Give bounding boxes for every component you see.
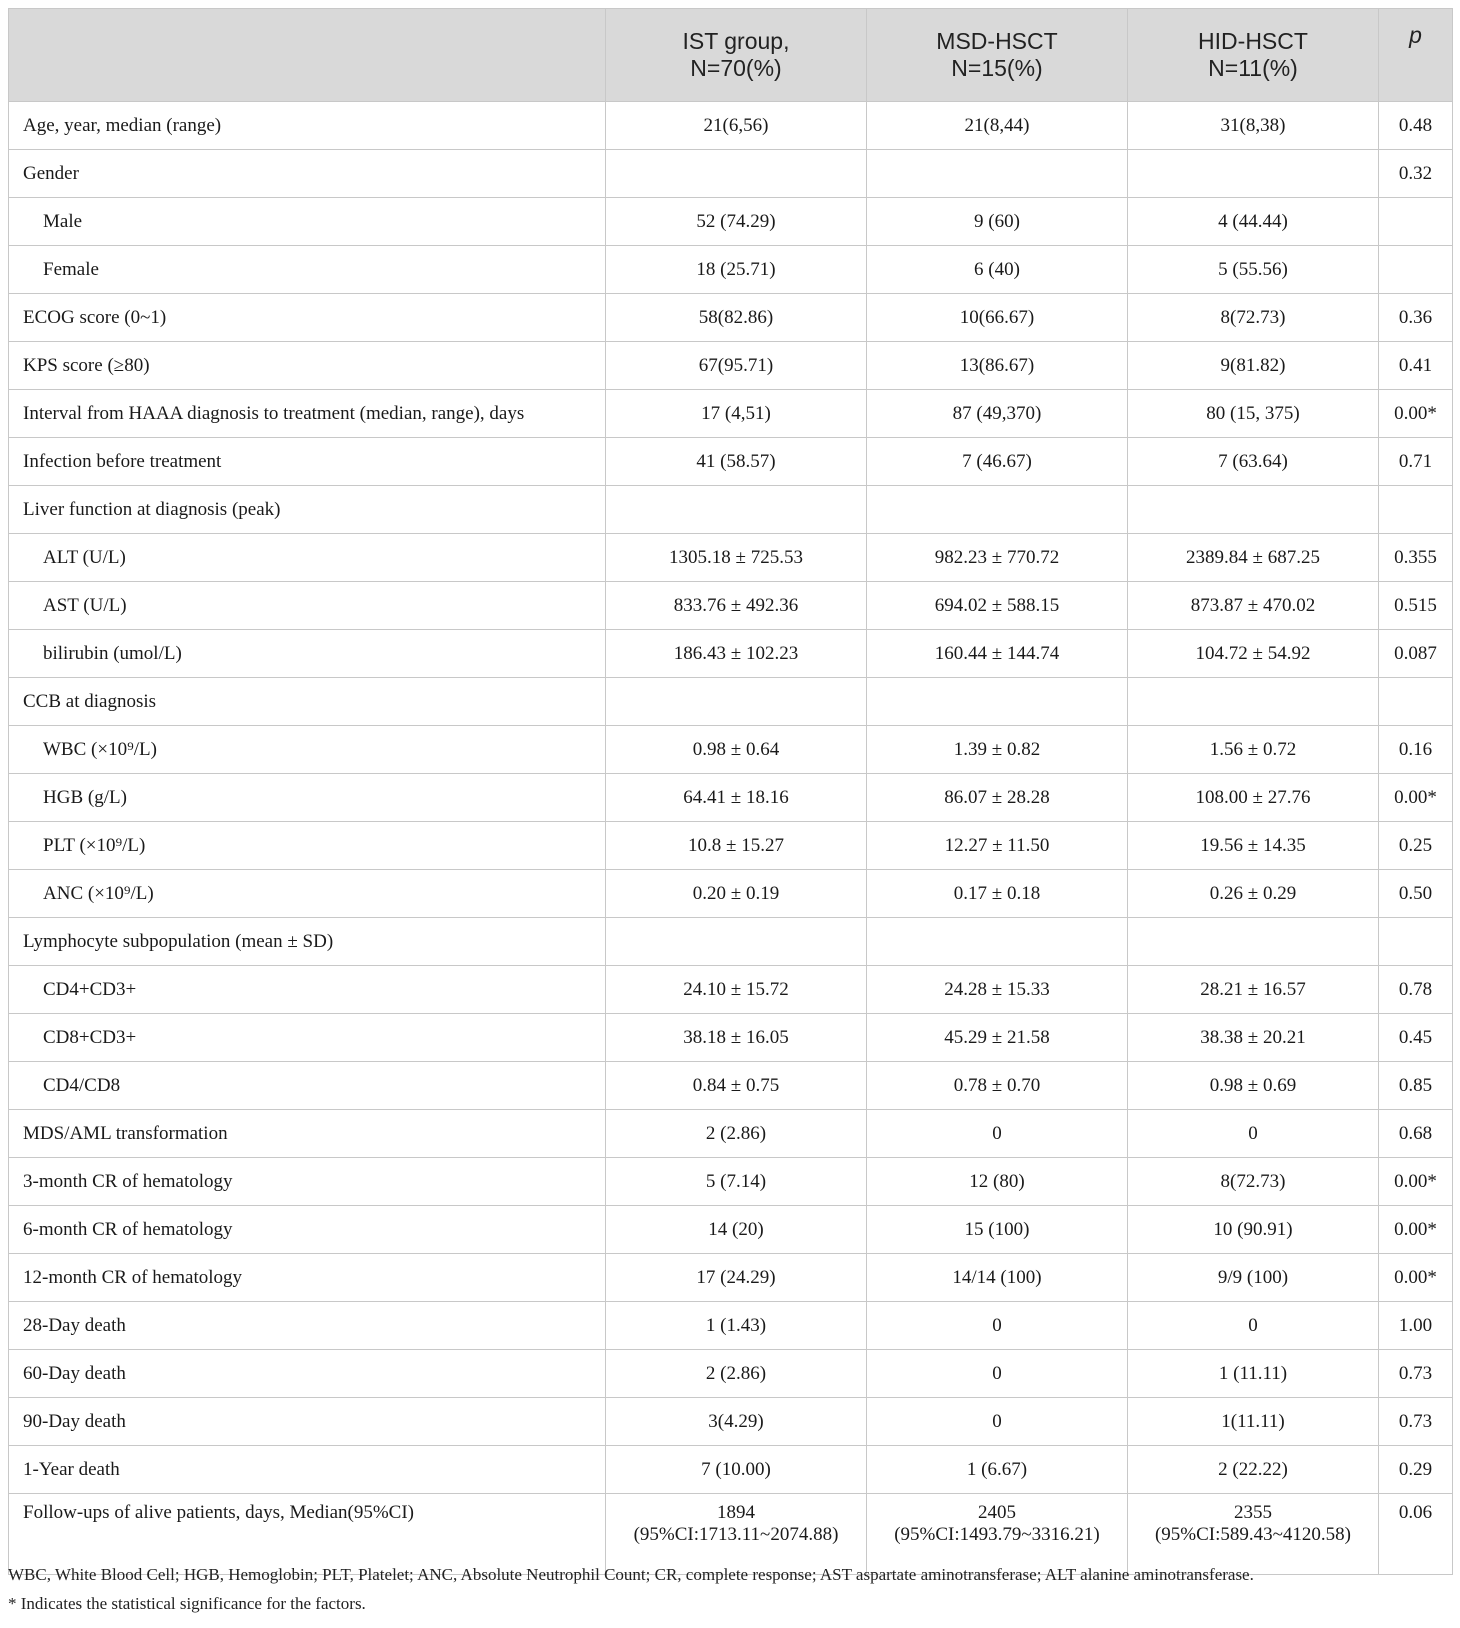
- row-label: 60-Day death: [9, 1350, 606, 1398]
- row-label: 6-month CR of hematology: [9, 1206, 606, 1254]
- cell-ist: [606, 150, 867, 198]
- header-ist-line1: IST group,: [682, 28, 790, 54]
- cell-hid: 0.98 ± 0.69: [1128, 1062, 1379, 1110]
- table-row: [9, 1254, 1453, 1302]
- cell-hid: 8(72.73): [1128, 294, 1379, 342]
- table-row: [9, 774, 1453, 822]
- row-label: ALT (U/L): [9, 534, 606, 582]
- header-msd-line2: N=15(%): [951, 55, 1043, 81]
- cell-msd: 10(66.67): [867, 294, 1128, 342]
- table-row: [9, 918, 1453, 966]
- cell-ist: [606, 678, 867, 726]
- row-label: bilirubin (umol/L): [9, 630, 606, 678]
- cell-msd: 9 (60): [867, 198, 1128, 246]
- footnote-abbreviations: WBC, White Blood Cell; HGB, Hemoglobin; PLT, Platelet; ANC, Absolute Neutrophil Count; CR, complete response; AST aspartate aminotransferase; ALT alanine aminotransferase.: [8, 1565, 1254, 1584]
- cell-msd: 0: [867, 1350, 1128, 1398]
- row-label: Liver function at diagnosis (peak): [9, 486, 606, 534]
- row-label: 1-Year death: [9, 1446, 606, 1494]
- cell-msd: 14/14 (100): [867, 1254, 1128, 1302]
- cell-ist: 24.10 ± 15.72: [606, 966, 867, 1014]
- header-msd-hsct: [867, 9, 1128, 102]
- cell-p-value: 0.29: [1379, 1446, 1453, 1494]
- cell-msd: 21(8,44): [867, 102, 1128, 150]
- cell-ist: 21(6,56): [606, 102, 867, 150]
- row-label: Lymphocyte subpopulation (mean ± SD): [9, 918, 606, 966]
- header-ist-line2: N=70(%): [690, 55, 782, 81]
- row-label: Follow-ups of alive patients, days, Median(95%CI): [9, 1494, 606, 1575]
- cell-ist: 17 (4,51): [606, 390, 867, 438]
- cell-hid: 5 (55.56): [1128, 246, 1379, 294]
- header-msd-line1: MSD-HSCT: [936, 28, 1058, 54]
- cell-msd: 24.28 ± 15.33: [867, 966, 1128, 1014]
- row-label: MDS/AML transformation: [9, 1110, 606, 1158]
- cell-p-value: 0.73: [1379, 1350, 1453, 1398]
- cell-hid: [1128, 678, 1379, 726]
- cell-ist: 38.18 ± 16.05: [606, 1014, 867, 1062]
- row-label: 3-month CR of hematology: [9, 1158, 606, 1206]
- cell-hid: 108.00 ± 27.76: [1128, 774, 1379, 822]
- cell-p-value: 0.00*: [1379, 774, 1453, 822]
- cell-msd: [867, 678, 1128, 726]
- cell-hid: 19.56 ± 14.35: [1128, 822, 1379, 870]
- cell-p-value: [1379, 198, 1453, 246]
- cell-p-value: 0.41: [1379, 342, 1453, 390]
- header-ist-group: [606, 9, 867, 102]
- cell-msd: 7 (46.67): [867, 438, 1128, 486]
- cell-ist: 58(82.86): [606, 294, 867, 342]
- cell-hid: 1(11.11): [1128, 1398, 1379, 1446]
- cell-p-value: [1379, 486, 1453, 534]
- cell-p-value: [1379, 918, 1453, 966]
- table-row: [9, 678, 1453, 726]
- cell-p-value: 0.85: [1379, 1062, 1453, 1110]
- table-row: [9, 198, 1453, 246]
- cell-p-value: 0.36: [1379, 294, 1453, 342]
- table-row: [9, 1206, 1453, 1254]
- table-row: [9, 150, 1453, 198]
- cell-hid: 2389.84 ± 687.25: [1128, 534, 1379, 582]
- cell-hid: 28.21 ± 16.57: [1128, 966, 1379, 1014]
- cell-msd: 0.78 ± 0.70: [867, 1062, 1128, 1110]
- cell-hid: 104.72 ± 54.92: [1128, 630, 1379, 678]
- footnote-significance: * Indicates the statistical significance for the factors.: [8, 1594, 366, 1613]
- cell-ist: 7 (10.00): [606, 1446, 867, 1494]
- baseline-characteristics-table: [8, 8, 1453, 1575]
- cell-ist: 2 (2.86): [606, 1350, 867, 1398]
- cell-ist: [606, 918, 867, 966]
- header-hid-hsct: [1128, 9, 1379, 102]
- table-row: [9, 1014, 1453, 1062]
- median-value: 2405: [978, 1502, 1016, 1523]
- cell-msd: 12 (80): [867, 1158, 1128, 1206]
- table-row: [9, 390, 1453, 438]
- cell-ist: 64.41 ± 18.16: [606, 774, 867, 822]
- row-label: Interval from HAAA diagnosis to treatment (median, range), days: [9, 390, 606, 438]
- cell-hid: [1128, 1494, 1379, 1575]
- cell-msd: 160.44 ± 144.74: [867, 630, 1128, 678]
- cell-hid: [1128, 486, 1379, 534]
- table-row: [9, 1158, 1453, 1206]
- header-row: [9, 9, 1453, 102]
- cell-ist: 0.84 ± 0.75: [606, 1062, 867, 1110]
- row-label: 28-Day death: [9, 1302, 606, 1350]
- cell-hid: 9/9 (100): [1128, 1254, 1379, 1302]
- table-row: [9, 1110, 1453, 1158]
- row-label: Age, year, median (range): [9, 102, 606, 150]
- cell-hid: 0: [1128, 1110, 1379, 1158]
- cell-msd: 45.29 ± 21.58: [867, 1014, 1128, 1062]
- header-hid-line1: HID-HSCT: [1198, 28, 1308, 54]
- cell-hid: 0.26 ± 0.29: [1128, 870, 1379, 918]
- cell-p-value: 0.32: [1379, 150, 1453, 198]
- cell-ist: 41 (58.57): [606, 438, 867, 486]
- cell-p-value: 0.48: [1379, 102, 1453, 150]
- row-label: ANC (×10⁹/L): [9, 870, 606, 918]
- table-row: [9, 102, 1453, 150]
- table-row: [9, 630, 1453, 678]
- row-label: Female: [9, 246, 606, 294]
- cell-msd: [867, 918, 1128, 966]
- cell-msd: 12.27 ± 11.50: [867, 822, 1128, 870]
- cell-p-value: 0.25: [1379, 822, 1453, 870]
- header-p-value: p: [1379, 9, 1453, 102]
- cell-ist: [606, 1494, 867, 1575]
- cell-ist: 5 (7.14): [606, 1158, 867, 1206]
- row-label: Infection before treatment: [9, 438, 606, 486]
- table-row: [9, 822, 1453, 870]
- table-row: [9, 1446, 1453, 1494]
- cell-msd: 0.17 ± 0.18: [867, 870, 1128, 918]
- cell-msd: [867, 1494, 1128, 1575]
- cell-msd: 1.39 ± 0.82: [867, 726, 1128, 774]
- median-value: 1894: [717, 1502, 755, 1523]
- table-row: [9, 438, 1453, 486]
- cell-p-value: 0.16: [1379, 726, 1453, 774]
- cell-hid: 80 (15, 375): [1128, 390, 1379, 438]
- cell-ist: 14 (20): [606, 1206, 867, 1254]
- cell-hid: [1128, 918, 1379, 966]
- row-label: CCB at diagnosis: [9, 678, 606, 726]
- cell-msd: 1 (6.67): [867, 1446, 1128, 1494]
- table-row: [9, 966, 1453, 1014]
- cell-p-value: 0.00*: [1379, 1158, 1453, 1206]
- cell-p-value: [1379, 246, 1453, 294]
- row-label: CD4+CD3+: [9, 966, 606, 1014]
- cell-ist: 1 (1.43): [606, 1302, 867, 1350]
- row-label: 90-Day death: [9, 1398, 606, 1446]
- cell-hid: 1.56 ± 0.72: [1128, 726, 1379, 774]
- header-variable: [9, 9, 606, 102]
- header-hid-line2: N=11(%): [1208, 55, 1298, 81]
- row-label: Gender: [9, 150, 606, 198]
- cell-ist: 0.98 ± 0.64: [606, 726, 867, 774]
- cell-p-value: 0.00*: [1379, 390, 1453, 438]
- row-label: CD8+CD3+: [9, 1014, 606, 1062]
- table-row: [9, 342, 1453, 390]
- row-label: WBC (×10⁹/L): [9, 726, 606, 774]
- table-row: [9, 1350, 1453, 1398]
- cell-ist: 52 (74.29): [606, 198, 867, 246]
- table-row: [9, 246, 1453, 294]
- cell-msd: [867, 150, 1128, 198]
- table-row: [9, 1494, 1453, 1575]
- cell-hid: 0: [1128, 1302, 1379, 1350]
- row-label: Male: [9, 198, 606, 246]
- table-row: [9, 1398, 1453, 1446]
- table-row: [9, 1062, 1453, 1110]
- table-row: [9, 294, 1453, 342]
- cell-ist: [606, 486, 867, 534]
- cell-ist: 67(95.71): [606, 342, 867, 390]
- cell-hid: 10 (90.91): [1128, 1206, 1379, 1254]
- cell-msd: 6 (40): [867, 246, 1128, 294]
- cell-ist: 186.43 ± 102.23: [606, 630, 867, 678]
- row-label: CD4/CD8: [9, 1062, 606, 1110]
- table-row: [9, 486, 1453, 534]
- row-label: 12-month CR of hematology: [9, 1254, 606, 1302]
- confidence-interval: (95%CI:589.43~4120.58): [1154, 1524, 1352, 1545]
- confidence-interval: (95%CI:1493.79~3316.21): [894, 1524, 1100, 1545]
- cell-ist: 2 (2.86): [606, 1110, 867, 1158]
- cell-msd: 86.07 ± 28.28: [867, 774, 1128, 822]
- median-value: 2355: [1234, 1502, 1272, 1523]
- cell-msd: 0: [867, 1398, 1128, 1446]
- cell-p-value: 0.78: [1379, 966, 1453, 1014]
- cell-p-value: 0.00*: [1379, 1206, 1453, 1254]
- table-row: [9, 870, 1453, 918]
- cell-hid: 1 (11.11): [1128, 1350, 1379, 1398]
- cell-ist: 0.20 ± 0.19: [606, 870, 867, 918]
- cell-p-value: 0.06: [1379, 1494, 1453, 1575]
- row-label: PLT (×10⁹/L): [9, 822, 606, 870]
- row-label: KPS score (≥80): [9, 342, 606, 390]
- cell-msd: 0: [867, 1110, 1128, 1158]
- cell-p-value: 0.00*: [1379, 1254, 1453, 1302]
- cell-p-value: 0.68: [1379, 1110, 1453, 1158]
- table-row: [9, 534, 1453, 582]
- cell-msd: 15 (100): [867, 1206, 1128, 1254]
- cell-hid: 31(8,38): [1128, 102, 1379, 150]
- cell-p-value: 0.515: [1379, 582, 1453, 630]
- cell-p-value: 0.087: [1379, 630, 1453, 678]
- cell-msd: 982.23 ± 770.72: [867, 534, 1128, 582]
- table-row: [9, 582, 1453, 630]
- cell-hid: 2 (22.22): [1128, 1446, 1379, 1494]
- cell-hid: 8(72.73): [1128, 1158, 1379, 1206]
- cell-hid: 873.87 ± 470.02: [1128, 582, 1379, 630]
- cell-p-value: 0.71: [1379, 438, 1453, 486]
- table-row: [9, 726, 1453, 774]
- confidence-interval: (95%CI:1713.11~2074.88): [633, 1524, 839, 1545]
- cell-p-value: 0.45: [1379, 1014, 1453, 1062]
- cell-ist: 3(4.29): [606, 1398, 867, 1446]
- cell-hid: 7 (63.64): [1128, 438, 1379, 486]
- cell-ist: 18 (25.71): [606, 246, 867, 294]
- cell-ist: 10.8 ± 15.27: [606, 822, 867, 870]
- table-row: [9, 1302, 1453, 1350]
- cell-p-value: 1.00: [1379, 1302, 1453, 1350]
- cell-msd: [867, 486, 1128, 534]
- table-body: [9, 102, 1453, 1575]
- table-header: [9, 9, 1453, 102]
- cell-msd: 13(86.67): [867, 342, 1128, 390]
- cell-ist: 17 (24.29): [606, 1254, 867, 1302]
- row-label: ECOG score (0~1): [9, 294, 606, 342]
- cell-hid: 9(81.82): [1128, 342, 1379, 390]
- cell-hid: 38.38 ± 20.21: [1128, 1014, 1379, 1062]
- row-label: HGB (g/L): [9, 774, 606, 822]
- cell-ist: 833.76 ± 492.36: [606, 582, 867, 630]
- cell-msd: 0: [867, 1302, 1128, 1350]
- cell-msd: 694.02 ± 588.15: [867, 582, 1128, 630]
- cell-p-value: [1379, 678, 1453, 726]
- cell-p-value: 0.73: [1379, 1398, 1453, 1446]
- cell-hid: 4 (44.44): [1128, 198, 1379, 246]
- cell-ist: 1305.18 ± 725.53: [606, 534, 867, 582]
- cell-msd: 87 (49,370): [867, 390, 1128, 438]
- cell-p-value: 0.50: [1379, 870, 1453, 918]
- row-label: AST (U/L): [9, 582, 606, 630]
- cell-p-value: 0.355: [1379, 534, 1453, 582]
- cell-hid: [1128, 150, 1379, 198]
